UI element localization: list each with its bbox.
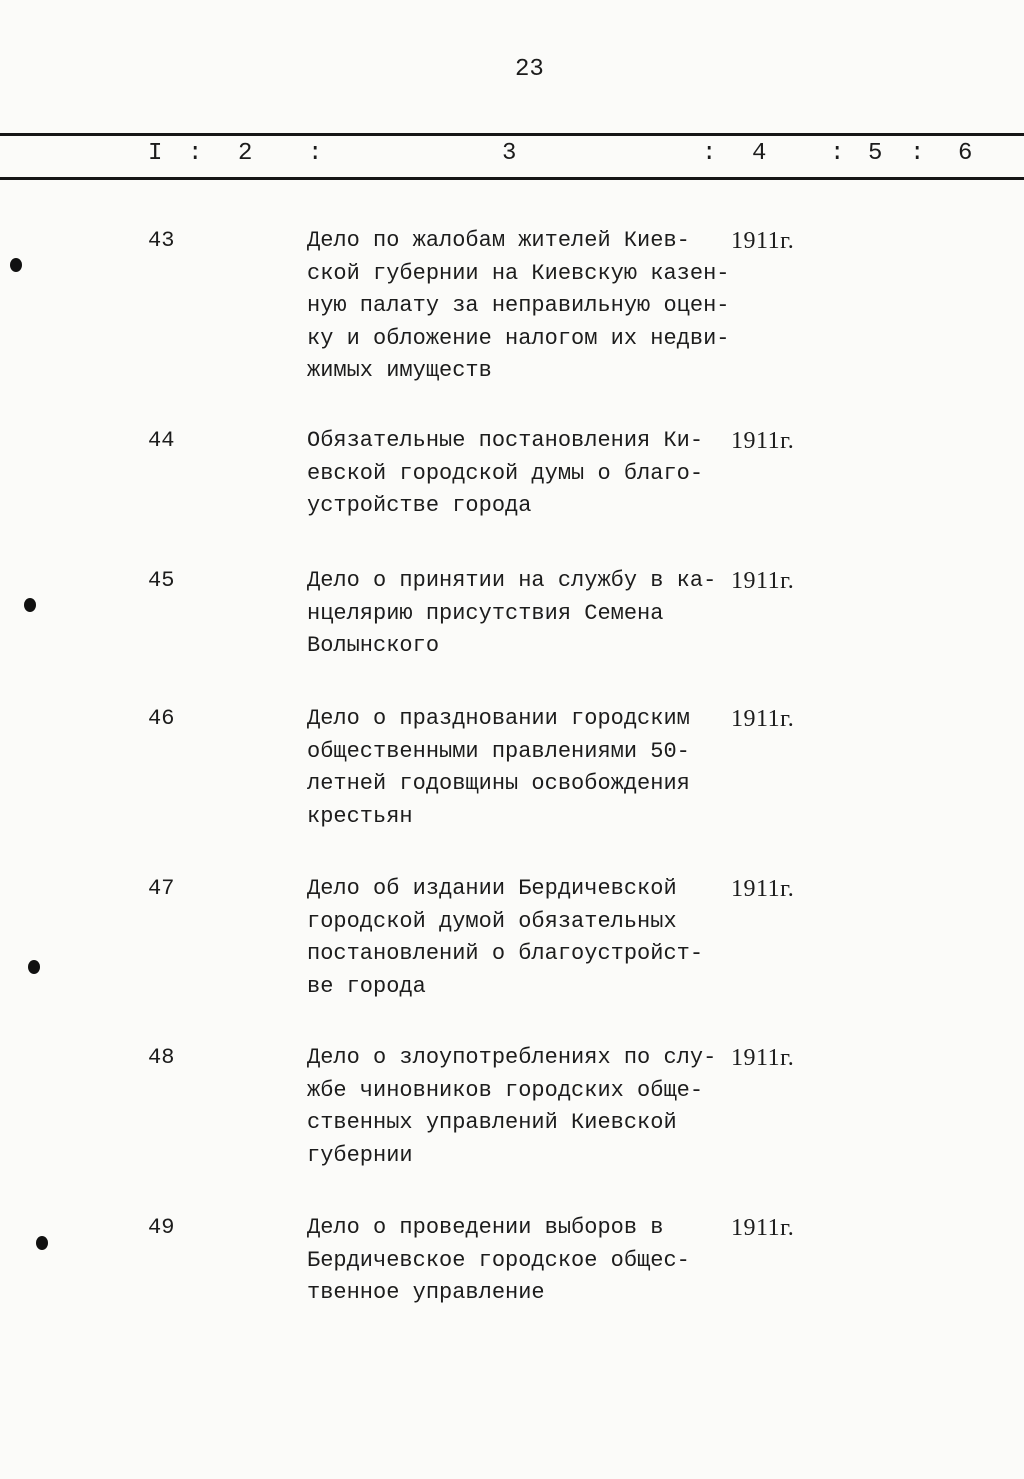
entry-description <box>307 1042 716 1172</box>
page-number: 23 <box>515 56 544 83</box>
binding-hole-mark <box>10 258 22 272</box>
entry-description-line: Дело о праздновании городским <box>307 706 690 731</box>
entry-description-line: общественными правлениями 50- <box>307 738 690 764</box>
header-top-rule <box>0 133 1024 136</box>
entry-description-line: евской городской думы о благо- <box>307 460 704 486</box>
entry-description-line: ку и обложение налогом их недви- <box>307 325 730 351</box>
entry-number: 44 <box>148 428 175 453</box>
entry-number: 47 <box>148 876 175 901</box>
entry-number: 46 <box>148 706 175 731</box>
entry-description <box>307 703 690 833</box>
binding-hole-mark <box>28 960 40 974</box>
entry-description-line: постановлений о благоустройст- <box>307 941 704 966</box>
entry-year: 1911г. <box>731 568 795 594</box>
header-bottom-rule <box>0 177 1024 180</box>
column-header-6: 6 <box>958 140 973 167</box>
column-header-4: 4 <box>752 140 767 167</box>
entry-description-line: ственных управлений Киевской <box>307 1110 677 1135</box>
entry-description <box>307 1212 690 1310</box>
entry-description-line: ской губернии на Киевскую казен- <box>307 260 730 286</box>
entry-year: 1911г. <box>731 706 795 732</box>
entry-number: 48 <box>148 1045 175 1070</box>
column-separator: : <box>830 140 845 167</box>
entry-description-line: городской думой обязательных <box>307 908 677 934</box>
entry-description-line: ную палату за неправильную оцен- <box>307 293 730 318</box>
binding-hole-mark <box>36 1236 48 1250</box>
entry-description <box>307 425 703 523</box>
entry-year: 1911г. <box>731 1045 795 1071</box>
entry-description-line: ве города <box>307 973 426 999</box>
binding-hole-mark <box>24 598 36 612</box>
entry-description-line: крестьян <box>307 803 413 829</box>
entry-description-line: жимых имуществ <box>307 358 492 383</box>
entry-description-line: нцелярию присутствия Семена <box>307 600 664 626</box>
entry-year: 1911г. <box>731 228 795 254</box>
entry-year: 1911г. <box>731 876 795 902</box>
entry-number: 49 <box>148 1215 175 1240</box>
column-separator: : <box>702 140 717 167</box>
column-separator: : <box>910 140 925 167</box>
entry-description-line: Дело по жалобам жителей Киев- <box>307 228 690 253</box>
entry-year: 1911г. <box>731 428 795 454</box>
entry-description-line: Обязательные постановления Ки- <box>307 428 704 453</box>
column-header-1: I <box>148 140 163 167</box>
column-header-5: 5 <box>868 140 883 167</box>
entry-description <box>307 225 729 388</box>
entry-description-line: летней годовщины освобождения <box>307 771 690 796</box>
entry-description-line: Дело о злоупотреблениях по слу- <box>307 1045 717 1070</box>
column-header-3: 3 <box>502 140 517 167</box>
entry-description-line: жбе чиновников городских обще- <box>307 1077 704 1103</box>
entry-description-line: Дело о проведении выборов в <box>307 1215 664 1240</box>
entry-description-line: Дело об издании Бердичевской <box>307 876 677 901</box>
entry-description-line: устройстве города <box>307 493 532 518</box>
entry-description-line: Дело о принятии на службу в ка- <box>307 568 717 593</box>
entry-number: 45 <box>148 568 175 593</box>
column-separator: : <box>188 140 203 167</box>
entry-description-line: твенное управление <box>307 1280 545 1305</box>
entry-description-line: Бердичевское городское общес- <box>307 1247 690 1273</box>
entry-description <box>307 565 716 663</box>
column-header-2: 2 <box>238 140 253 167</box>
column-separator: : <box>308 140 323 167</box>
entry-year: 1911г. <box>731 1215 795 1241</box>
entry-description-line: губернии <box>307 1142 413 1168</box>
entry-description-line: Волынского <box>307 633 440 658</box>
entry-number: 43 <box>148 228 175 253</box>
entry-description <box>307 873 703 1003</box>
